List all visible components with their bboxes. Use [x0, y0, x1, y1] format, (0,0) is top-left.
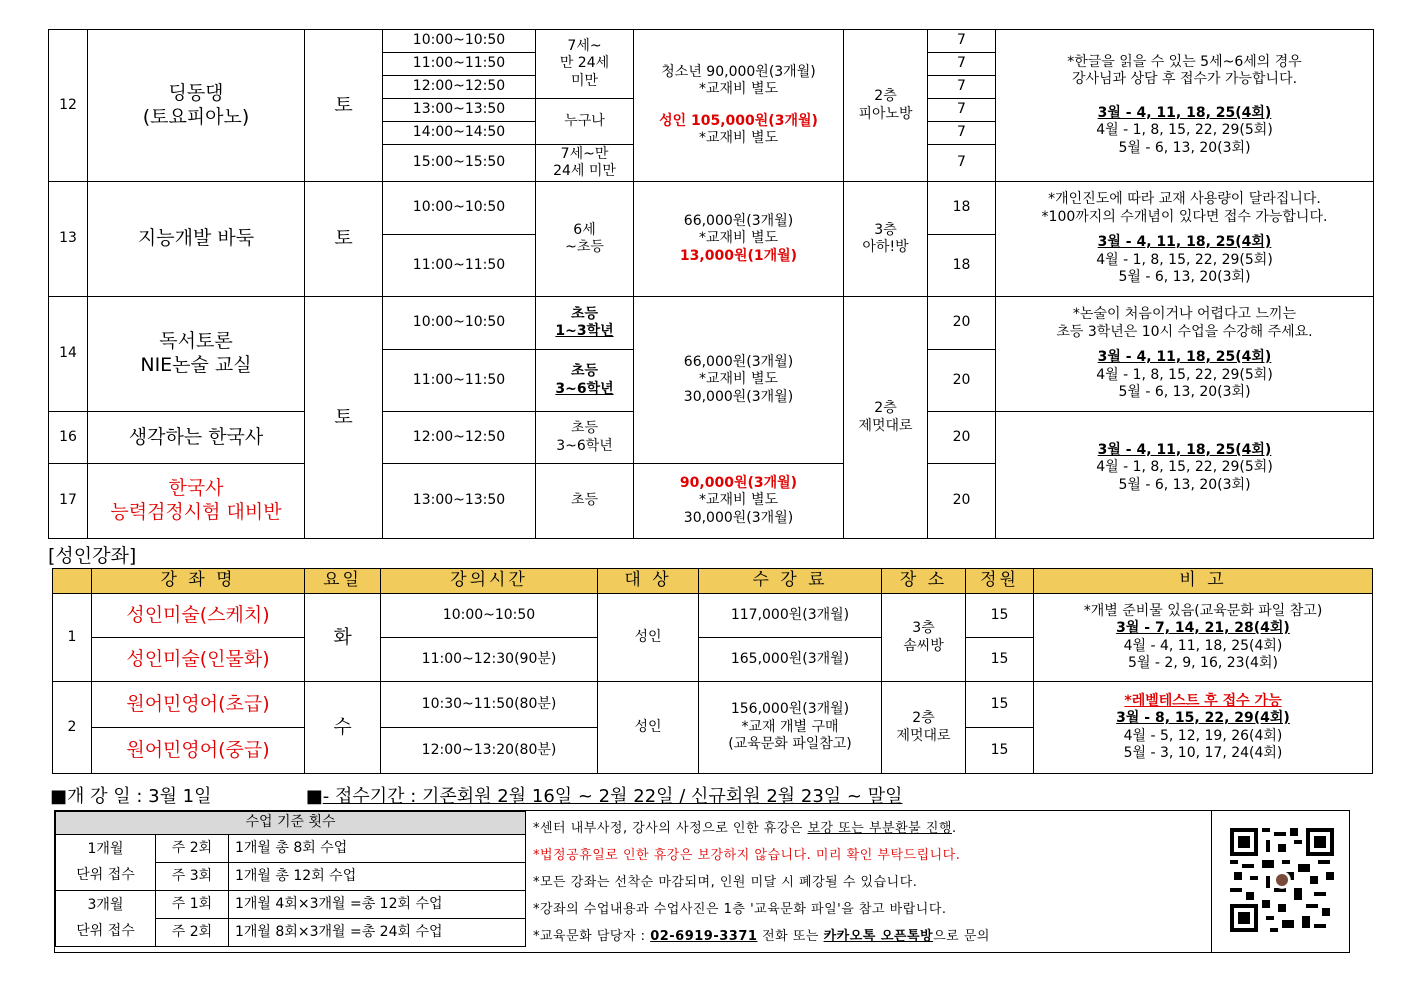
header-cell: 강의시간 — [381, 569, 598, 594]
start-date: ■개 강 일 : 3월 1일 — [50, 786, 212, 807]
header-cell — [53, 569, 92, 594]
header-cell: 대 상 — [598, 569, 699, 594]
course-name: 원어민영어(중급) — [92, 728, 305, 774]
course-capacity: 15 — [966, 682, 1034, 728]
course-time: 10:00~10:50 — [383, 297, 536, 350]
course-place: 2층 제멋대로 — [882, 682, 966, 774]
course-name: 성인미술(스케치) — [92, 594, 305, 638]
week-count: 주 2회 — [156, 919, 229, 947]
bottom-info-box — [54, 810, 1350, 953]
course-name: 지능개발 바둑 — [88, 182, 305, 297]
course-place: 3층 솜씨방 — [882, 594, 966, 682]
course-fee: 66,000원(3개월) *교재비 별도 13,000원(1개월) — [634, 182, 844, 297]
notice-list — [533, 815, 1213, 950]
notice-item: *센터 내부사정, 강사의 사정으로 인한 휴강은 보강 또는 부분환불 진행. — [533, 821, 957, 836]
course-target: 7세~ 만 24세 미만 — [536, 30, 634, 99]
course-name: 독서토론 NIE논술 교실 — [88, 297, 305, 412]
row-number: 13 — [49, 182, 88, 297]
session-desc: 1개월 8회×3개월 =총 24회 수업 — [229, 919, 526, 947]
course-time: 12:00~12:50 — [383, 76, 536, 99]
course-note: 3월 - 4, 11, 18, 25(4회) 4월 - 1, 8, 15, 22, 29(5회) 5월 - 6, 13, 20(3회) — [996, 412, 1374, 539]
children-course-table — [48, 29, 1374, 539]
course-note: *한글을 읽을 수 있는 5세~6세의 경우 강사님과 상담 후 접수가 가능합니다. 3월 - 4, 11, 18, 25(4회) 4월 - 1, 8, 15, 22, 29(5회) 5월 - 6, 13, 20(3회) — [996, 30, 1374, 182]
course-name: 원어민영어(초급) — [92, 682, 305, 728]
course-capacity: 7 — [928, 76, 996, 99]
course-time: 11:00~11:50 — [383, 350, 536, 412]
course-time: 13:00~13:50 — [383, 99, 536, 122]
course-capacity: 7 — [928, 122, 996, 145]
course-note: *논술이 처음이거나 어렵다고 느끼는 초등 3학년은 10시 수업을 수강해 주세요. 3월 - 4, 11, 18, 25(4회) 4월 - 1, 8, 15, 22, 29(5회) 5월 - 6, 13, 20(3회) — [996, 297, 1374, 412]
registration-period: - 접수기간 : 기존회원 2월 16일 ~ 2월 22일 / 신규회원 2월 23일 ~ 말일 — [322, 786, 903, 807]
week-count: 주 1회 — [156, 891, 229, 919]
course-note: *레벨테스트 후 접수 가능 3월 - 8, 15, 22, 29(4회) 4월 - 5, 12, 19, 26(4회) 5월 - 3, 10, 17, 24(4회) — [1034, 682, 1373, 774]
qr-box — [1211, 811, 1349, 952]
course-target: 6세 ~초등 — [536, 182, 634, 297]
course-target: 누구나 — [536, 99, 634, 145]
course-target: 초등 3~6학년 — [536, 412, 634, 464]
course-capacity: 20 — [928, 464, 996, 539]
course-name: 성인미술(인물화) — [92, 638, 305, 682]
course-capacity: 20 — [928, 350, 996, 412]
course-fee: 156,000원(3개월) *교재 개별 구매 (교육문화 파일참고) — [699, 682, 882, 774]
course-capacity: 18 — [928, 235, 996, 297]
course-time: 11:00~11:50 — [383, 53, 536, 76]
notice-item: *교육문화 담당자 : 02-6919-3371 전화 또는 카카오톡 오픈톡방으로 문의 — [533, 929, 990, 944]
row-number: 1 — [53, 594, 92, 682]
course-capacity: 7 — [928, 30, 996, 53]
base-table-header: 수업 기준 횟수 — [56, 812, 526, 835]
course-time: 11:00~12:30(90분) — [381, 638, 598, 682]
course-target: 성인 — [598, 682, 699, 774]
course-day: 토 — [305, 30, 383, 182]
course-name: 생각하는 한국사 — [88, 412, 305, 464]
notice-item: *모든 강좌는 선착순 마감되며, 인원 미달 시 폐강될 수 있습니다. — [533, 875, 918, 890]
course-name: 한국사 능력검정시험 대비반 — [88, 464, 305, 539]
course-capacity: 7 — [928, 99, 996, 122]
course-target: 초등 — [536, 464, 634, 539]
row-number: 12 — [49, 30, 88, 182]
course-time: 11:00~11:50 — [383, 235, 536, 297]
course-capacity: 18 — [928, 182, 996, 235]
course-target: 성인 — [598, 594, 699, 682]
notice-item: *법정공휴일로 인한 휴강은 보강하지 않습니다. 미리 확인 부탁드립니다. — [533, 848, 961, 863]
header-cell: 수 강 료 — [699, 569, 882, 594]
course-time: 10:00~10:50 — [383, 182, 536, 235]
qr-code-icon[interactable] — [1230, 828, 1334, 932]
notice-item: *강좌의 수업내용과 수업사진은 1층 '교육문화 파일'을 참고 바랍니다. — [533, 902, 947, 917]
adult-course-table — [52, 568, 1373, 774]
course-target: 초등 3~6학년 — [536, 350, 634, 412]
header-cell: 강 좌 명 — [92, 569, 305, 594]
week-count: 주 2회 — [156, 835, 229, 863]
row-number: 2 — [53, 682, 92, 774]
course-capacity: 20 — [928, 297, 996, 350]
course-name: 딩동댕 (토요피아노) — [88, 30, 305, 182]
header-cell: 장 소 — [882, 569, 966, 594]
course-capacity: 7 — [928, 53, 996, 76]
course-capacity: 15 — [966, 728, 1034, 774]
course-place: 3층 아하!방 — [844, 182, 928, 297]
course-time: 12:00~13:20(80분) — [381, 728, 598, 774]
course-note: *개별 준비물 있음(교육문화 파일 참고) 3월 - 7, 14, 21, 28(4회) 4월 - 4, 11, 18, 25(4회) 5월 - 2, 9, 16, 23(4회) — [1034, 594, 1373, 682]
info-line — [50, 782, 902, 808]
course-time: 10:30~11:50(80분) — [381, 682, 598, 728]
registration-mark: ■ — [305, 786, 323, 807]
course-capacity: 7 — [928, 145, 996, 182]
course-fee: 청소년 90,000원(3개월) *교재비 별도 성인 105,000원(3개월) *교재비 별도 — [634, 30, 844, 182]
section-title: [성인강좌] — [48, 545, 137, 567]
course-day: 토 — [305, 297, 383, 539]
course-time: 10:00~10:50 — [381, 594, 598, 638]
session-desc: 1개월 4회×3개월 =총 12회 수업 — [229, 891, 526, 919]
course-target: 초등 1~3학년 — [536, 297, 634, 350]
course-time: 13:00~13:50 — [383, 464, 536, 539]
course-place: 2층 제멋대로 — [844, 297, 928, 539]
row-number: 16 — [49, 412, 88, 464]
course-capacity: 15 — [966, 594, 1034, 638]
course-place: 2층 피아노방 — [844, 30, 928, 182]
course-time: 15:00~15:50 — [383, 145, 536, 182]
row-number: 14 — [49, 297, 88, 412]
course-fee: 90,000원(3개월) *교재비 별도 30,000원(3개월) — [634, 464, 844, 539]
unit-label: 3개월 단위 접수 — [56, 891, 156, 947]
course-capacity: 15 — [966, 638, 1034, 682]
week-count: 주 3회 — [156, 863, 229, 891]
header-cell: 정원 — [966, 569, 1034, 594]
course-fee: 66,000원(3개월) *교재비 별도 30,000원(3개월) — [634, 297, 844, 464]
course-target: 7세~만 24세 미만 — [536, 145, 634, 182]
header-cell: 비 고 — [1034, 569, 1373, 594]
row-number: 17 — [49, 464, 88, 539]
course-day: 수 — [305, 682, 381, 774]
course-day: 토 — [305, 182, 383, 297]
course-fee: 117,000원(3개월) — [699, 594, 882, 638]
course-note: *개인진도에 따라 교재 사용량이 달라집니다. *100까지의 수개념이 있다면 접수 가능합니다. 3월 - 4, 11, 18, 25(4회) 4월 - 1, 8, 15, 22, 29(5회) 5월 - 6, 13, 20(3회) — [996, 182, 1374, 297]
unit-label: 1개월 단위 접수 — [56, 835, 156, 891]
course-fee: 165,000원(3개월) — [699, 638, 882, 682]
header-cell: 요일 — [305, 569, 381, 594]
course-time: 10:00~10:50 — [383, 30, 536, 53]
course-time: 12:00~12:50 — [383, 412, 536, 464]
course-day: 화 — [305, 594, 381, 682]
base-count-table — [55, 811, 526, 947]
course-capacity: 20 — [928, 412, 996, 464]
session-desc: 1개월 총 12회 수업 — [229, 863, 526, 891]
course-time: 14:00~14:50 — [383, 122, 536, 145]
session-desc: 1개월 총 8회 수업 — [229, 835, 526, 863]
